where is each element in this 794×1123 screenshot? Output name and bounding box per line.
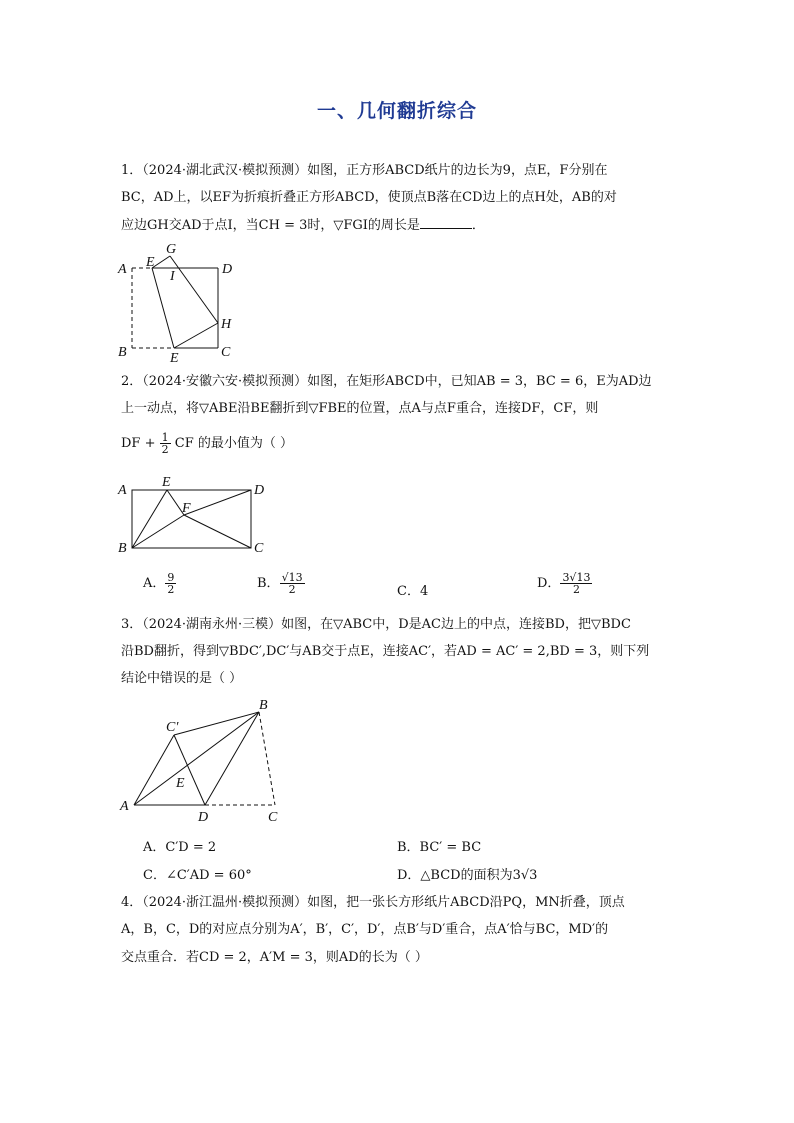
q1-line-1: 1．（2024·湖北武汉·模拟预测）如图，正方形ABCD纸片的边长为9，点E，F分别在 — [121, 163, 608, 178]
q2-option-b-num: √13 — [281, 571, 303, 584]
q2-expr-start: DF + — [121, 436, 156, 451]
q2-label-c: C — [254, 541, 264, 556]
q3-option-d[interactable]: D．△BCD的面积为3√3 — [397, 868, 538, 883]
q3-option-b[interactable]: B．BC′ = BC — [397, 840, 482, 855]
q3-label-c: C — [268, 810, 278, 825]
q3-edge-bcp — [174, 712, 259, 735]
q2-option-b-den: 2 — [288, 583, 296, 596]
q2-half-num: 1 — [161, 431, 169, 444]
q3-label-a: A — [120, 799, 129, 814]
q2-option-c-value: 4 — [419, 584, 429, 599]
q2-line-1: 2．（2024·安徽六安·模拟预测）如图，在矩形ABCD中，已知AB = 3，BC = 6，E为AD边 — [121, 374, 652, 389]
q2-label-e: E — [162, 475, 171, 490]
q3-edge-bd — [205, 712, 259, 805]
q2-line-df — [184, 490, 251, 515]
q3-label-b: B — [259, 698, 268, 713]
q2-option-a-num: 9 — [167, 571, 175, 584]
q2-option-b-fraction — [280, 572, 305, 595]
q2-line-bf — [132, 515, 184, 548]
q1-label-e-top: E — [146, 255, 155, 270]
q2-line-cf — [184, 515, 251, 548]
q1-label-a: A — [118, 262, 127, 277]
q1-edge-he — [174, 323, 218, 348]
q2-option-a-fraction — [165, 572, 176, 595]
q3-option-c[interactable]: C．∠C′AD = 60° — [143, 868, 252, 883]
q2-line-be — [132, 490, 167, 548]
q1-label-i: I — [170, 269, 175, 284]
q1-label-b: B — [118, 345, 127, 360]
q2-figure — [112, 472, 272, 557]
q1-line-3-end: ． — [471, 218, 485, 233]
q3-edge-cpd — [174, 735, 205, 805]
q1-label-e-bot: E — [170, 351, 179, 363]
q2-label-d: D — [254, 483, 265, 498]
q2-label-a: A — [118, 483, 127, 498]
q4-line-1: 4．（2024·浙江温州·模拟预测）如图，把一张长方形纸片ABCD沿PQ，MN折叠，顶点 — [121, 895, 625, 910]
q2-half-den: 2 — [161, 443, 169, 456]
q2-half-fraction — [160, 432, 171, 455]
q3-figure — [112, 695, 292, 825]
q2-option-d-num: 3√13 — [562, 571, 591, 584]
q1-label-h: H — [221, 317, 232, 332]
q3-label-cp: C′ — [166, 720, 179, 735]
q2-option-a[interactable] — [143, 572, 176, 595]
q3-line-1: 3．（2024·湖南永州·三模）如图，在▽ABC中，D是AC边上的中点，连接BD，把▽BDC — [121, 617, 631, 632]
q2-line-3 — [121, 432, 293, 455]
q1-label-c: C — [221, 345, 231, 360]
q1-line-3 — [121, 216, 485, 235]
q3-label-e: E — [176, 776, 185, 791]
q2-expr-end: CF 的最小值为（ ） — [174, 436, 293, 451]
q2-option-d-label: D． — [537, 576, 561, 591]
q3-edge-ab — [134, 712, 259, 805]
q2-option-a-label: A． — [143, 576, 166, 591]
page-title: 一、几何翻折综合 — [316, 100, 477, 122]
q2-option-a-den: 2 — [167, 583, 175, 596]
q1-figure — [112, 238, 252, 363]
q3-edge-acp — [134, 735, 174, 805]
answer-blank — [420, 216, 472, 229]
q2-option-d[interactable] — [537, 572, 592, 595]
q2-option-c[interactable] — [397, 580, 428, 599]
q2-line-2: 上一动点，将▽ABE沿BE翻折到▽FBE的位置，点A与点F重合，连接DF，CF，则 — [121, 401, 599, 416]
q2-option-d-fraction — [560, 572, 592, 595]
q1-edge-gh — [170, 256, 218, 323]
q1-line-3-text: 应边GH交AD于点I，当CH = 3时，▽FGI的周长是 — [121, 218, 420, 233]
q1-label-g: G — [166, 242, 177, 257]
q1-edge-fg — [152, 256, 170, 268]
q3-line-3: 结论中错误的是（ ） — [121, 671, 243, 686]
q2-option-d-den: 2 — [572, 583, 580, 596]
q3-label-d: D — [198, 810, 209, 825]
q3-option-a[interactable]: A．C′D = 2 — [143, 840, 217, 855]
q4-line-3: 交点重合．若CD = 2，A′M = 3，则AD的长为（ ） — [121, 950, 428, 965]
q3-line-2: 沿BD翻折，得到▽BDC′,DC′与AB交于点E，连接AC′，若AD = AC′ = 2,BD = 3，则下列 — [121, 644, 650, 659]
q2-option-c-label: C． — [397, 584, 420, 599]
q2-label-f: F — [182, 501, 191, 516]
q1-label-d: D — [222, 262, 233, 277]
q2-option-b-label: B． — [257, 576, 280, 591]
q1-line-2: BC，AD上，以EF为折痕折叠正方形ABCD，使顶点B落在CD边上的点H处，AB的对 — [121, 190, 617, 205]
q3-edge-bc-dashed — [259, 712, 275, 805]
q4-line-2: A，B，C，D的对应点分别为A′，B′，C′，D′，点B′与D′重合，点A′恰与BC，MD′的 — [121, 922, 609, 937]
q2-label-b: B — [118, 541, 127, 556]
q2-option-b[interactable] — [257, 572, 305, 595]
